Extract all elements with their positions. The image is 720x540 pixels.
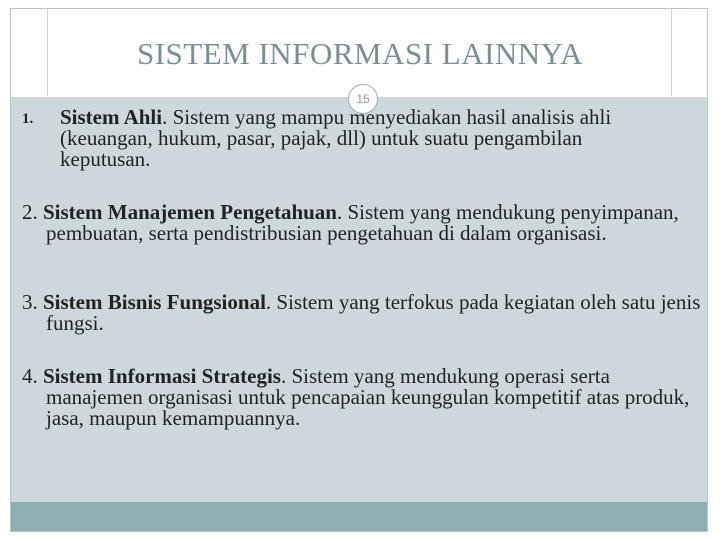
list-item-description: . Sistem yang mendukung penyimpanan, pembuatan, serta pendistribusian pengetahuan di dalam organisasi. <box>46 200 679 245</box>
list-item-number: 3. <box>22 290 38 314</box>
list-item-term: Sistem Informasi Strategis <box>43 364 281 388</box>
list-item-sistem-informasi-strategis <box>22 366 706 429</box>
list-item-description: . Sistem yang terfokus pada kegiatan oleh satu jenis fungsi. <box>46 290 701 335</box>
list-item-number: 4. <box>22 364 38 388</box>
list-item-sistem-bisnis-fungsional <box>22 292 720 334</box>
list-item-sistem-manajemen-pengetahuan <box>22 202 720 244</box>
page-number-badge: 15 <box>348 84 378 114</box>
list-item-number: 2. <box>22 200 38 224</box>
list-item-term: Sistem Bisnis Fungsional <box>43 290 266 314</box>
list-item-term: Sistem Manajemen Pengetahuan <box>43 200 337 224</box>
list-item-term: Sistem Ahli <box>60 105 163 129</box>
bottom-bar <box>11 502 707 531</box>
slide-title: SISTEM INFORMASI LAINNYA <box>136 36 584 71</box>
list-item-sistem-ahli <box>22 107 662 170</box>
list-item-description: . Sistem yang mendukung operasi serta manajemen organisasi untuk pencapaian keunggulan kompetitif atas produk, jasa, maupun kemampuannya. <box>46 364 690 430</box>
list-item-number: 1. <box>22 111 34 127</box>
list-item-description: . Sistem yang mampu menyediakan hasil analisis ahli (keuangan, hukum, pasar, pajak, dll) untuk suatu pengambilan keputusan. <box>60 105 612 171</box>
